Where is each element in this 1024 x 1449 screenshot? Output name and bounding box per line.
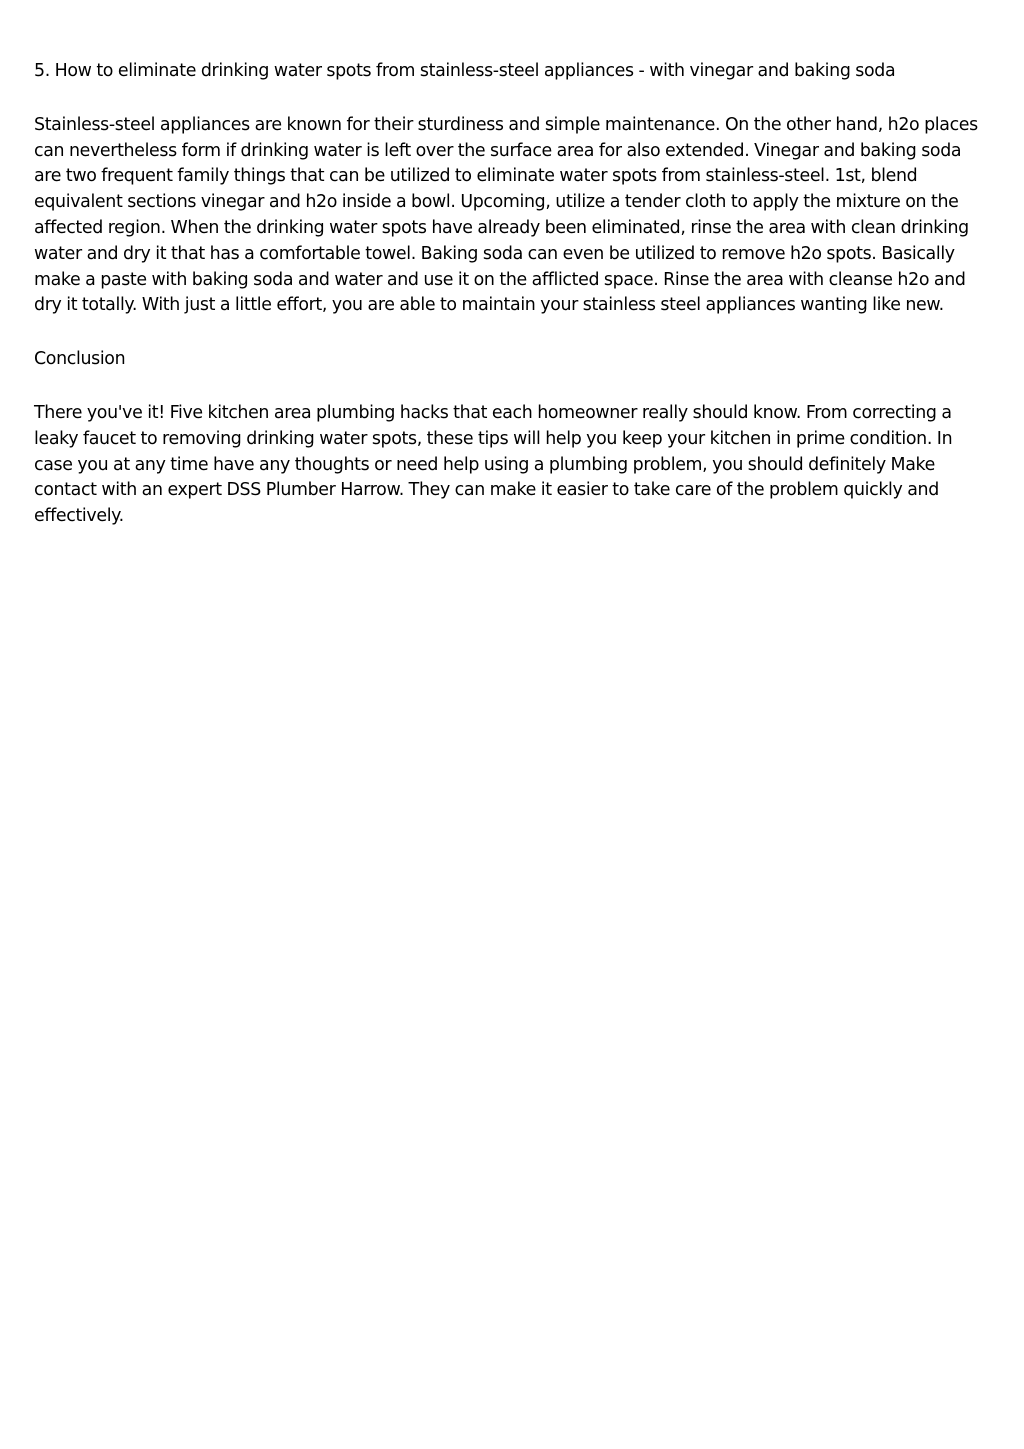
document-page <box>34 59 992 530</box>
section-heading: 5. How to eliminate drinking water spots from stainless-steel appliances - with vinegar and baking soda <box>34 61 896 81</box>
conclusion-heading: Conclusion <box>34 349 126 370</box>
conclusion-paragraph: There you've it! Five kitchen area plumbing hacks that each homeowner really should know. From correcting a leaky faucet to removing drinking water spots, these tips will help you keep your kitchen in prime condition. In case you at any time have any thoughts or need help using a plumbing problem, you should definitely Make contact with an expert DSS Plumber Harrow. They can make it easier to take care of the problem quickly and effectively. <box>34 402 953 527</box>
section-paragraph: Stainless-steel appliances are known for their sturdiness and simple maintenance. On the other hand, h2o places can nevertheless form if drinking water is left over the surface area for also extended. Vinegar and baking soda are two frequent family things that can be utilized to eliminate water spots from stainless-steel. 1st, blend equivalent sections vinegar and h2o inside a bowl. Upcoming, utilize a tender cloth to apply the mixture on the affected region. When the drinking water spots have already been eliminated, rinse the area with clean drinking water and dry it that has a comfortable towel. Baking soda can even be utilized to remove h2o spots. Basically make a paste with baking soda and water and use it on the afflicted space. Rinse the area with cleanse h2o and dry it totally. With just a little effort, you are able to maintain your stainless steel appliances wanting like new. <box>34 114 978 316</box>
